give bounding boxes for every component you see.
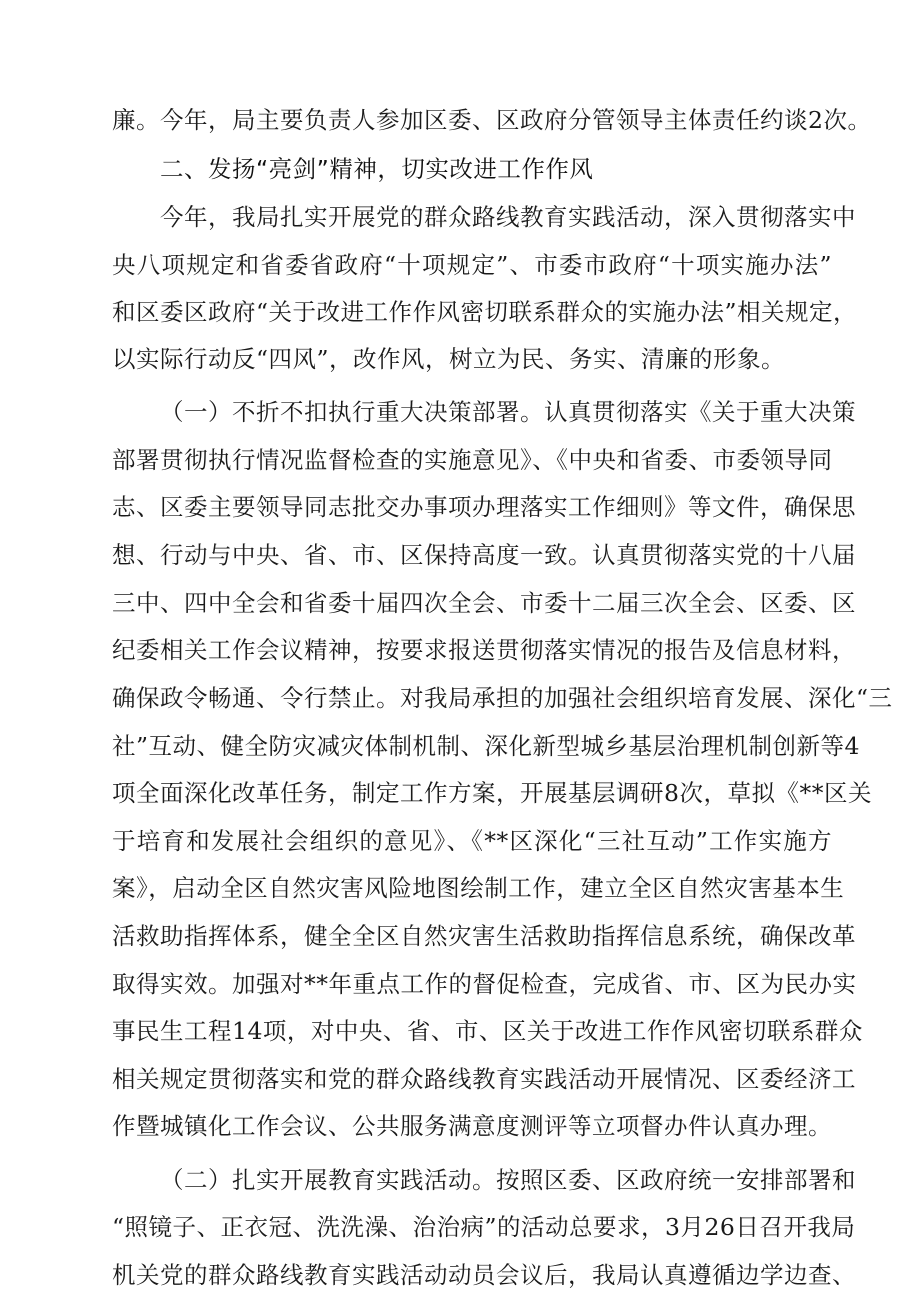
paragraph-line: （二）扎实开展教育实践活动。按照区委、区政府统一安排部署和: [160, 1166, 856, 1194]
paragraph-line: “照镜子、正衣冠、洗洗澡、治治病”的活动总要求，3月26日召开我局: [112, 1213, 856, 1241]
paragraph-line: 三中、四中全会和省委十届四次全会、市委十二届三次全会、区委、区: [112, 589, 856, 617]
paragraph-line: 取得实效。加强对**年重点工作的督促检查，完成省、市、区为民办实: [112, 970, 857, 998]
paragraph-line: 事民生工程14项，对中央、省、市、区关于改进工作作风密切联系群众: [112, 1017, 863, 1045]
paragraph-line: 作暨城镇化工作会议、公共服务满意度测评等立项督办件认真办理。: [112, 1112, 832, 1140]
paragraph-line: 央八项规定和省委省政府“十项规定”、市委市政府“十项实施办法”: [112, 251, 832, 279]
paragraph-line: 项全面深化改革任务，制定工作方案，开展基层调研8次，草拟《**区关: [112, 779, 872, 807]
paragraph-line: 纪委相关工作会议精神，按要求报送贯彻落实情况的报告及信息材料，: [112, 636, 856, 664]
intro-line: 廉。今年，局主要负责人参加区委、区政府分管领导主体责任约谈2次。: [112, 106, 872, 134]
paragraph-line: 确保政令畅通、令行禁止。对我局承担的加强社会组织培育发展、深化“三: [112, 684, 893, 712]
paragraph-line: 活救助指挥体系，健全全区自然灾害生活救助指挥信息系统，确保改革: [112, 922, 856, 950]
paragraph-line: 想、行动与中央、省、市、区保持高度一致。认真贯彻落实党的十八届: [112, 541, 856, 569]
paragraph-line: 机关党的群众路线教育实践活动动员会议后，我局认真遵循边学边查、: [112, 1261, 856, 1289]
paragraph-line: 今年，我局扎实开展党的群众路线教育实践活动，深入贯彻落实中: [160, 203, 856, 231]
paragraph-line: 案》，启动全区自然灾害风险地图绘制工作，建立全区自然灾害基本生: [112, 874, 845, 902]
paragraph-line: 和区委区政府“关于改进工作作风密切联系群众的实施办法”相关规定，: [112, 298, 858, 326]
paragraph-line: 以实际行动反“四风”，改作风，树立为民、务实、清廉的形象。: [112, 345, 786, 373]
section-heading: 二、发扬“亮剑”精神，切实改进工作作风: [160, 155, 594, 183]
paragraph-line: 社”互动、健全防灾减灾体制机制、深化新型城乡基层治理机制创新等4: [112, 732, 860, 760]
paragraph-line: 相关规定贯彻落实和党的群众路线教育实践活动开展情况、区委经济工: [112, 1065, 856, 1093]
paragraph-line: （一）不折不扣执行重大决策部署。认真贯彻落实《关于重大决策: [160, 398, 856, 426]
paragraph-line: 部署贯彻执行情况监督检查的实施意见》、《中央和省委、市委领导同: [112, 446, 833, 474]
paragraph-line: 志、区委主要领导同志批交办事项办理落实工作细则》等文件，确保思: [112, 493, 856, 521]
paragraph-line: 于培育和发展社会组织的意见》、《**区深化“三社互动”工作实施方: [112, 827, 832, 855]
